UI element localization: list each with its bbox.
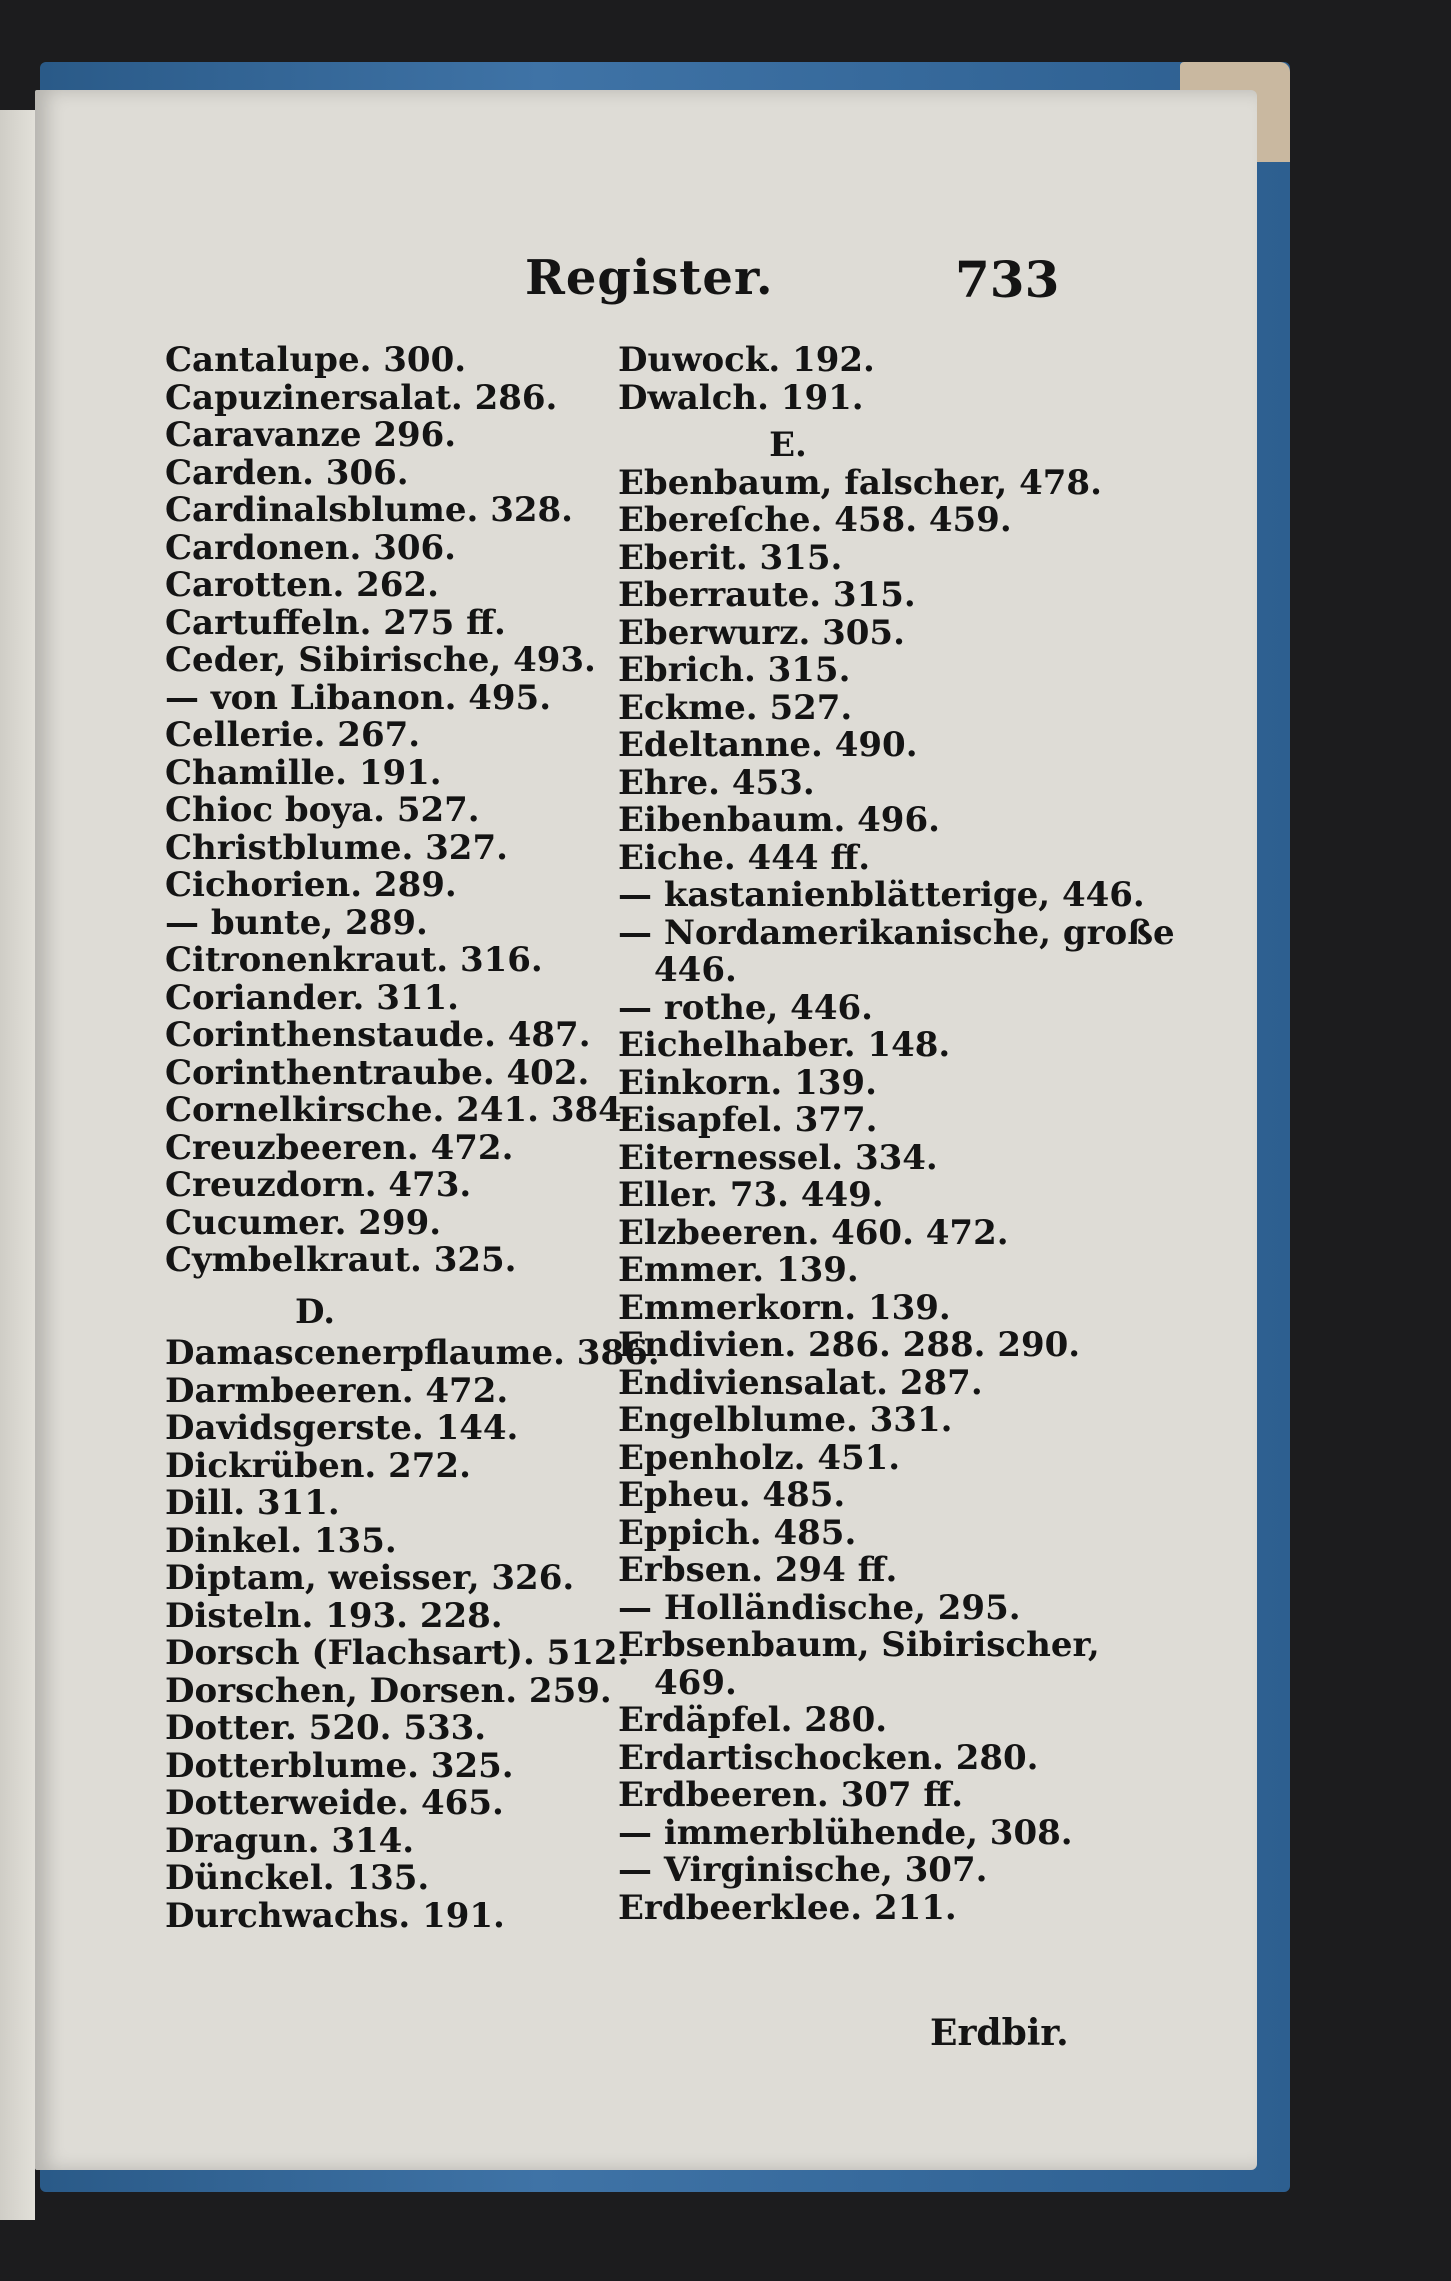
index-entry: Dinkel. 135. — [165, 1520, 397, 1561]
index-entry: Engelblume. 331. — [618, 1400, 953, 1440]
index-entry: Carotten. 262. — [165, 565, 439, 605]
index-entry: Eckme. 527. — [618, 687, 853, 728]
index-entry: Erdbeeren. 307 ff. — [618, 1775, 964, 1815]
index-entry: Dotterblume. 325. — [165, 1745, 514, 1786]
index-entry: Epheu. 485. — [618, 1475, 846, 1515]
index-entry: Chioc boya. 527. — [165, 790, 480, 830]
index-entry: Disteln. 193. 228. — [165, 1595, 503, 1636]
index-entry: Dwalch. 191. — [618, 377, 864, 418]
index-entry: Christblume. 327. — [165, 827, 508, 868]
index-entry: Ebrich. 315. — [618, 650, 851, 690]
running-head — [35, 250, 1257, 320]
catchword: Erdbir. — [930, 2012, 1069, 2054]
index-entry: Cornelkirsche. 241. 384. — [165, 1090, 634, 1130]
facing-page-edge — [0, 110, 35, 2220]
index-entry: Dorschen, Dorsen. 259. — [165, 1670, 612, 1711]
index-entry: Dill. 311. — [165, 1483, 340, 1523]
index-entry: Eller. 73. 449. — [618, 1175, 884, 1215]
index-entry: Capuzinersalat. 286. — [165, 377, 558, 418]
index-entry: Erdartischocken. 280. — [618, 1737, 1039, 1778]
index-column-right — [618, 340, 1175, 1928]
index-entry: Erdäpfel. 280. — [618, 1700, 888, 1740]
index-entry: Edeltanne. 490. — [618, 725, 918, 765]
index-entry: — kastanienblätterige, 446. — [618, 875, 1145, 915]
index-entry: Erbsenbaum, Sibirischer, — [618, 1625, 1100, 1665]
index-entry: Dotterweide. 465. — [165, 1783, 504, 1823]
index-entry: Eberwurz. 305. — [618, 612, 905, 653]
index-entry: Cucumer. 299. — [165, 1202, 442, 1243]
index-entry: Ebereſche. 458. 459. — [618, 500, 1012, 540]
index-entry: Caravanze 296. — [165, 415, 457, 455]
index-entry: Eichelhaber. 148. — [618, 1025, 951, 1065]
index-entry: Duwock. 192. — [618, 340, 875, 380]
index-entry: Cichorien. 289. — [165, 865, 457, 905]
index-entry: — rothe, 446. — [618, 987, 873, 1028]
index-entry: Einkorn. 139. — [618, 1062, 877, 1103]
book-page — [35, 90, 1257, 2170]
index-entry: — Nordamerikanische, große — [618, 912, 1175, 953]
index-entry: Coriander. 311. — [165, 977, 459, 1018]
index-entry: Emmerkorn. 139. — [618, 1287, 951, 1328]
index-entry: — Holländische, 295. — [618, 1587, 1021, 1628]
index-entry: Diptam, weisser, 326. — [165, 1558, 575, 1598]
index-entry: Creuzdorn. 473. — [165, 1165, 472, 1205]
index-entry: Cantalupe. 300. — [165, 340, 467, 380]
index-entry: Dünckel. 135. — [165, 1858, 430, 1898]
page-number: 733 — [955, 250, 1060, 309]
index-entry: Elzbeeren. 460. 472. — [618, 1212, 1009, 1253]
index-entry: Citronenkraut. 316. — [165, 940, 543, 980]
index-entry: Eiche. 444 ff. — [618, 837, 871, 878]
index-entry: Cardinalsblume. 328. — [165, 490, 573, 530]
index-entry: Darmbeeren. 472. — [165, 1370, 509, 1411]
index-entry: Eiternessel. 334. — [618, 1137, 938, 1178]
section-letter: E. — [769, 425, 807, 465]
index-entry: 469. — [654, 1662, 737, 1703]
index-entry: Epenholz. 451. — [618, 1437, 901, 1478]
index-entry: — bunte, 289. — [165, 902, 428, 943]
index-entry: Cardonen. 306. — [165, 527, 457, 568]
index-entry: Eppich. 485. — [618, 1512, 857, 1553]
index-entry: Dorsch (Flachsart). 512. — [165, 1633, 630, 1673]
index-entry: Ceder, Sibirische, 493. — [165, 640, 596, 680]
index-entry: — Virginische, 307. — [618, 1850, 988, 1890]
page-content — [35, 90, 1257, 2170]
index-column-left — [165, 340, 660, 1936]
index-entry: Dickrüben. 272. — [165, 1445, 471, 1486]
index-entry: Chamille. 191. — [165, 752, 442, 793]
index-entry: 446. — [654, 950, 737, 990]
index-entry: Cymbelkraut. 325. — [165, 1240, 517, 1280]
index-entry: Erbsen. 294 ff. — [618, 1550, 898, 1590]
index-entry: Eibenbaum. 496. — [618, 800, 940, 840]
index-entry: Corinthentraube. 402. — [165, 1052, 590, 1093]
index-entry: Davidsgerste. 144. — [165, 1408, 519, 1448]
index-entry: Durchwachs. 191. — [165, 1895, 505, 1936]
index-entry: Cellerie. 267. — [165, 715, 421, 755]
index-entry: Dotter. 520. 533. — [165, 1708, 487, 1748]
index-entry: — von Libanon. 495. — [165, 677, 552, 718]
index-entry: Ebenbaum, falscher, 478. — [618, 462, 1102, 503]
index-entry: Erdbeerklee. 211. — [618, 1887, 957, 1928]
index-entry: Carden. 306. — [165, 452, 409, 493]
index-entry: — immerblühende, 308. — [618, 1812, 1073, 1853]
index-entry: Ehre. 453. — [618, 762, 815, 803]
index-entry: Dragun. 314. — [165, 1820, 415, 1861]
index-entry: Corinthenstaude. 487. — [165, 1015, 591, 1055]
index-entry: Eisapfel. 377. — [618, 1100, 878, 1140]
index-entry: Eberraute. 315. — [618, 575, 916, 615]
index-entry: Emmer. 139. — [618, 1250, 859, 1290]
index-entry: Creuzbeeren. 472. — [165, 1127, 514, 1168]
page-title: Register. — [525, 250, 774, 306]
index-entry: Cartuffeln. 275 ff. — [165, 602, 506, 643]
index-entry: Endiviensalat. 287. — [618, 1362, 983, 1403]
index-entry: Damascenerpflaume. 386. — [165, 1333, 660, 1373]
index-entry: Endivien. 286. 288. 290. — [618, 1325, 1081, 1365]
index-entry: Eberit. 315. — [618, 537, 843, 578]
section-letter: D. — [294, 1291, 336, 1332]
